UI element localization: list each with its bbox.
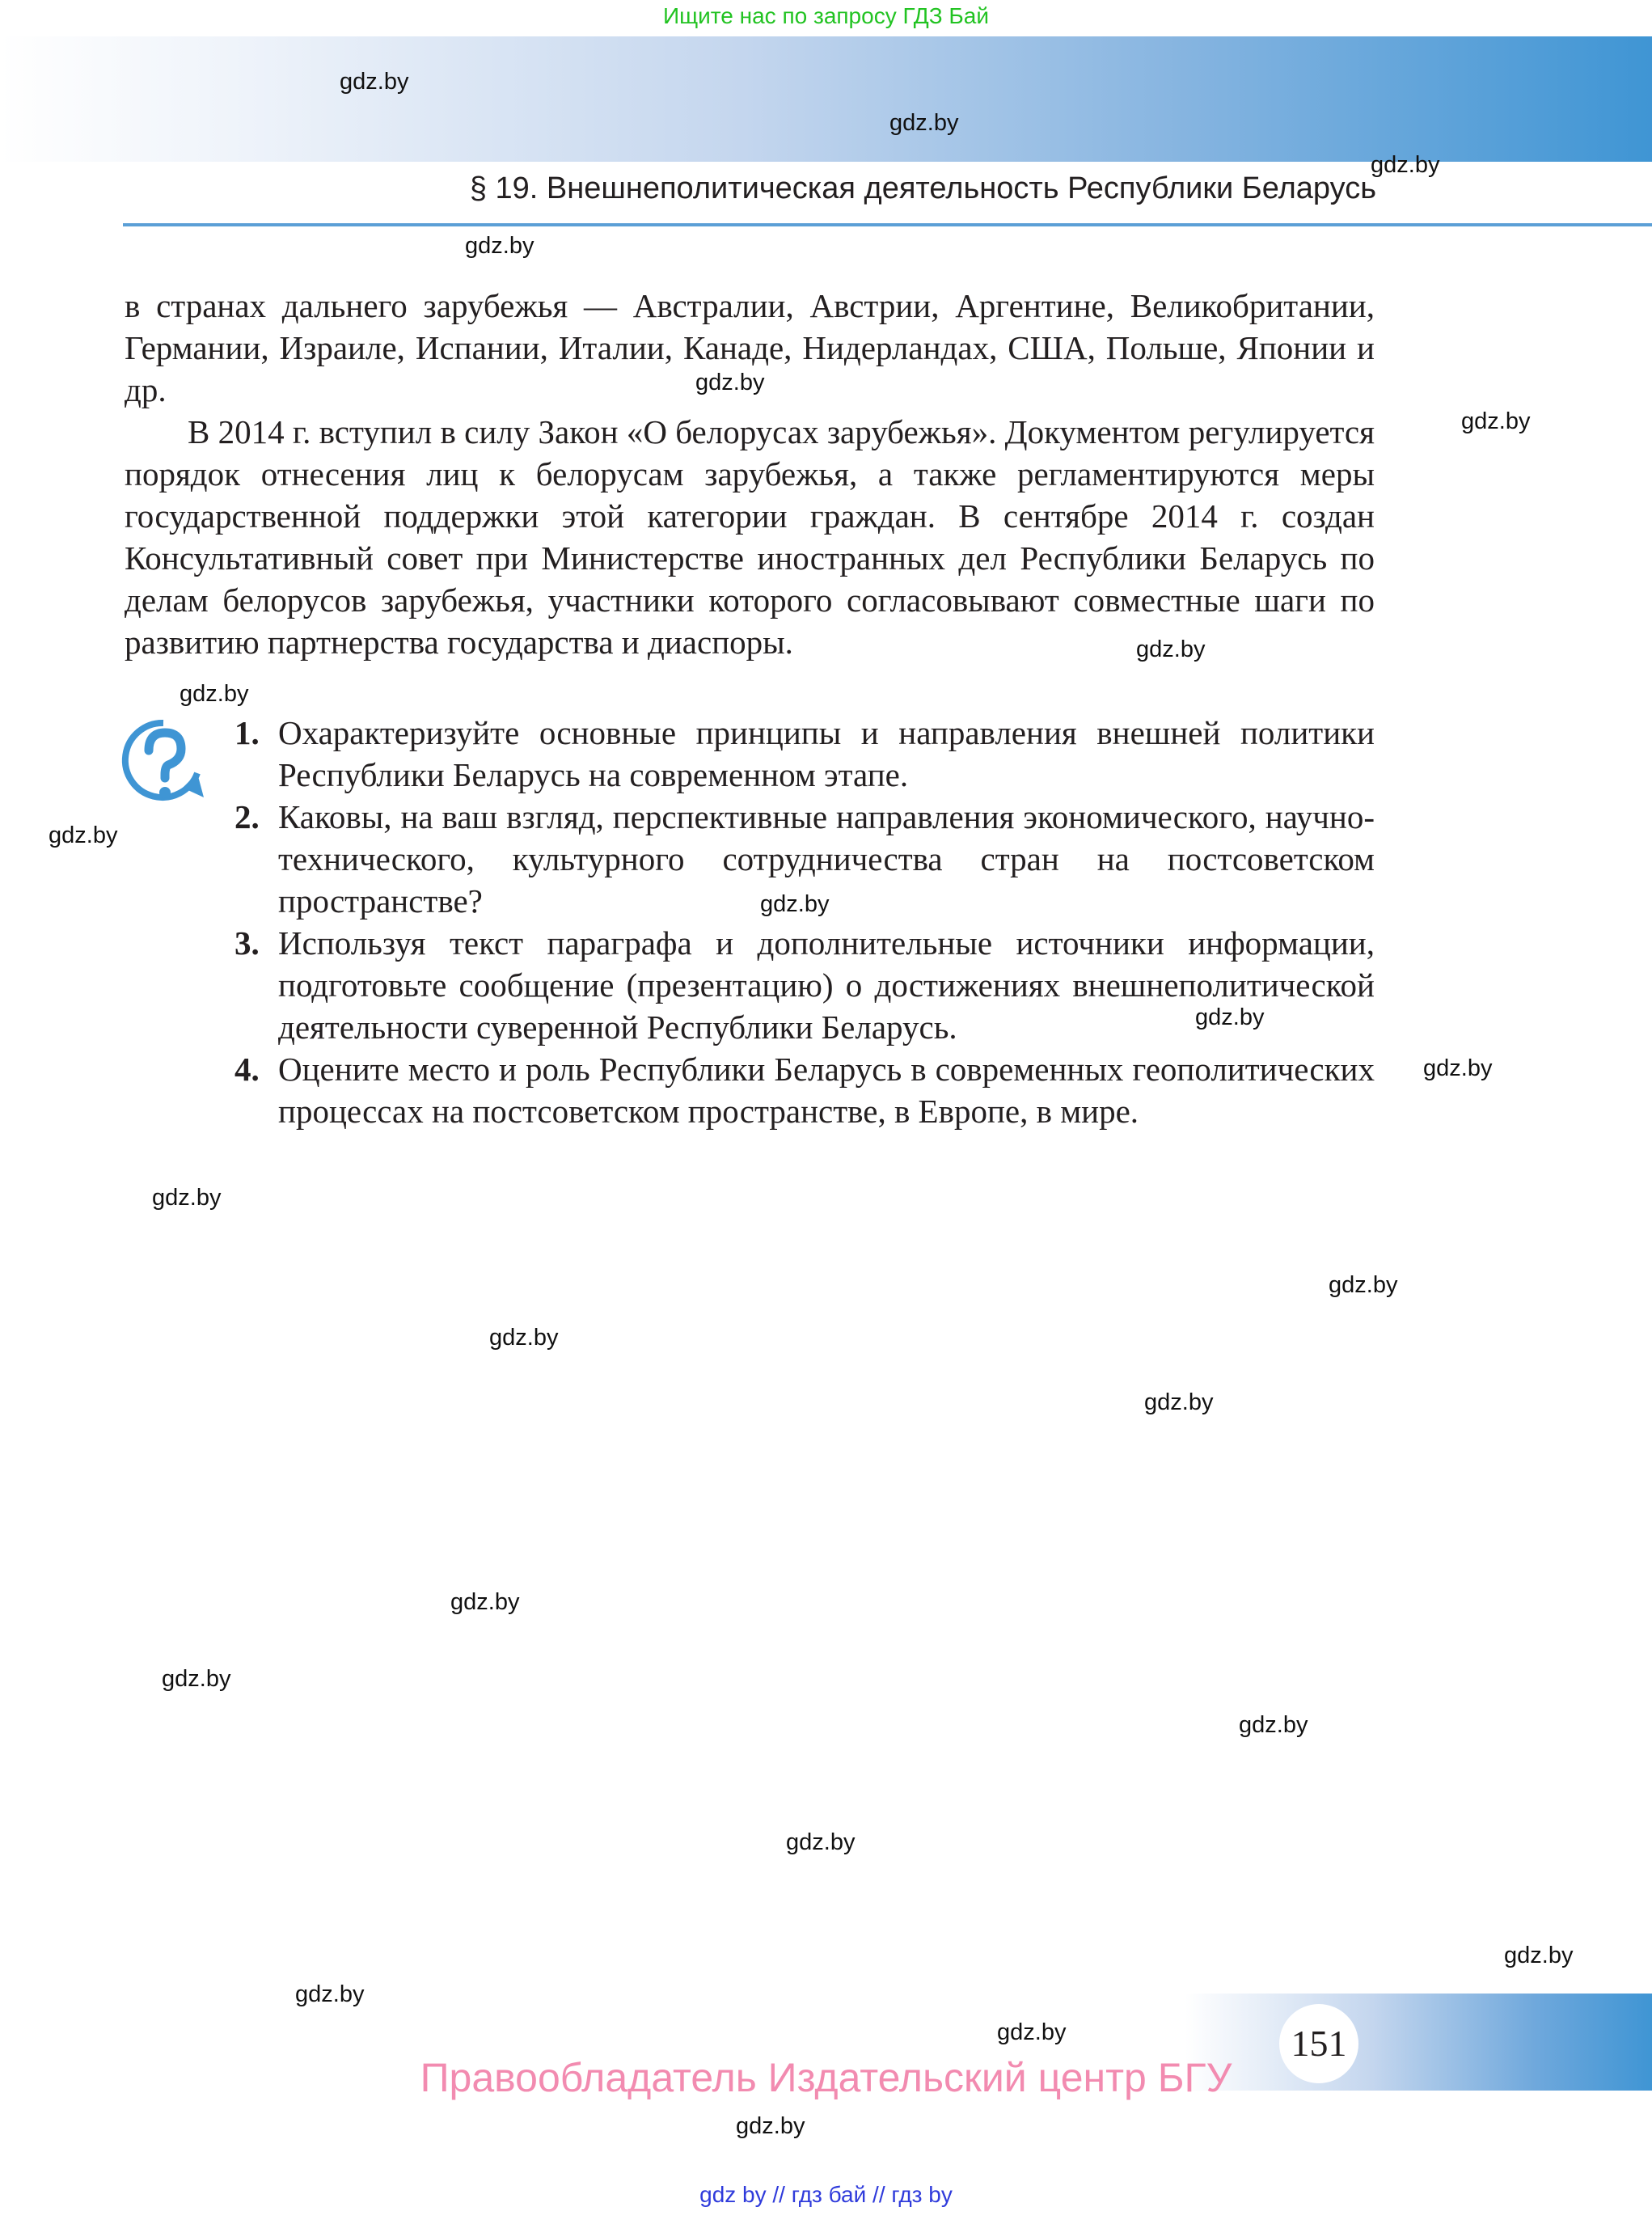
- watermark: gdz.by: [736, 2113, 805, 2139]
- page-number: 151: [1279, 2004, 1358, 2083]
- question-text: Охарактеризуйте основные принципы и направления внешней политики Республики Беларусь на современном этапе.: [278, 714, 1375, 793]
- question-number: 4.: [234, 1051, 260, 1088]
- watermark: gdz.by: [340, 69, 409, 95]
- watermark: gdz.by: [1371, 152, 1440, 178]
- watermark: gdz.by: [889, 110, 959, 136]
- question-text: Используя текст параграфа и дополнительные источники информации, подготовьте сообщение (презентацию) о достижениях внешнеполитической деятельности суверенной Республики Беларусь.: [278, 924, 1375, 1046]
- body-paragraph-2: [125, 411, 1375, 663]
- watermark: gdz.by: [786, 1829, 856, 1855]
- watermark: gdz.by: [489, 1325, 559, 1351]
- question-number: 2.: [234, 798, 260, 835]
- body-paragraph-2-text: В 2014 г. вступил в силу Закон «О белорусах зарубежья». Документом регулируется порядок отнесения лиц к белорусам зарубежья, а также регламентируются меры государственной поддержки этой категории граждан. В сентябре 2014 г. создан Консультативный совет при Министерстве иностранных дел Республики Беларусь по делам белорусов зарубежья, участники которого согласовывают совместные шаги по развитию партнерства государства и диаспоры.: [125, 413, 1375, 661]
- bottom-links[interactable]: gdz by // гдз бай // гдз by: [699, 2182, 953, 2207]
- watermark: gdz.by: [1329, 1272, 1398, 1298]
- section-title: § 19. Внешнеполитическая деятельность Республики Беларусь: [469, 171, 1376, 205]
- question-number: 1.: [234, 714, 260, 751]
- question-item-1: [234, 712, 1375, 796]
- watermark: gdz.by: [1136, 636, 1206, 662]
- watermark: gdz.by: [162, 1666, 231, 1692]
- header-divider: [123, 223, 1652, 226]
- watermark: gdz.by: [1504, 1943, 1574, 1968]
- question-text: Оцените место и роль Республики Беларусь в современных геополитических процессах на постсоветском пространстве, в Европе, в мире.: [278, 1051, 1375, 1130]
- watermark: gdz.by: [997, 2019, 1067, 2045]
- watermark: gdz.by: [760, 891, 830, 917]
- watermark: gdz.by: [180, 681, 249, 707]
- question-text: Каковы, на ваш взгляд, перспективные направления экономического, научно-технического, культурного сотрудничества стран на постсоветском пространстве?: [278, 798, 1375, 920]
- question-number: 3.: [234, 924, 260, 962]
- watermark: gdz.by: [1461, 408, 1531, 434]
- watermark: gdz.by: [1195, 1004, 1265, 1030]
- body-paragraph-1: в странах дальнего зарубежья — Австралии, Австрии, Аргентине, Великобритании, Германии, Израиле, Испании, Италии, Канаде, Нидерландах, США, Польше, Японии и др.: [125, 287, 1375, 408]
- copyright-notice: Правообладатель Издательский центр БГУ: [420, 2055, 1232, 2100]
- header-gradient-band: [0, 36, 1652, 162]
- watermark: gdz.by: [465, 233, 534, 259]
- watermark: gdz.by: [295, 1981, 365, 2007]
- watermark: gdz.by: [1239, 1712, 1308, 1738]
- question-item-4: [234, 1048, 1375, 1132]
- question-icon: [120, 717, 207, 807]
- watermark: gdz.by: [49, 822, 118, 848]
- watermark: gdz.by: [1144, 1389, 1214, 1415]
- watermark: gdz.by: [695, 370, 765, 395]
- watermark: gdz.by: [450, 1589, 520, 1615]
- top-search-banner: Ищите нас по запросу ГДЗ Бай: [662, 3, 990, 28]
- watermark: gdz.by: [152, 1185, 222, 1211]
- watermark: gdz.by: [1423, 1055, 1493, 1081]
